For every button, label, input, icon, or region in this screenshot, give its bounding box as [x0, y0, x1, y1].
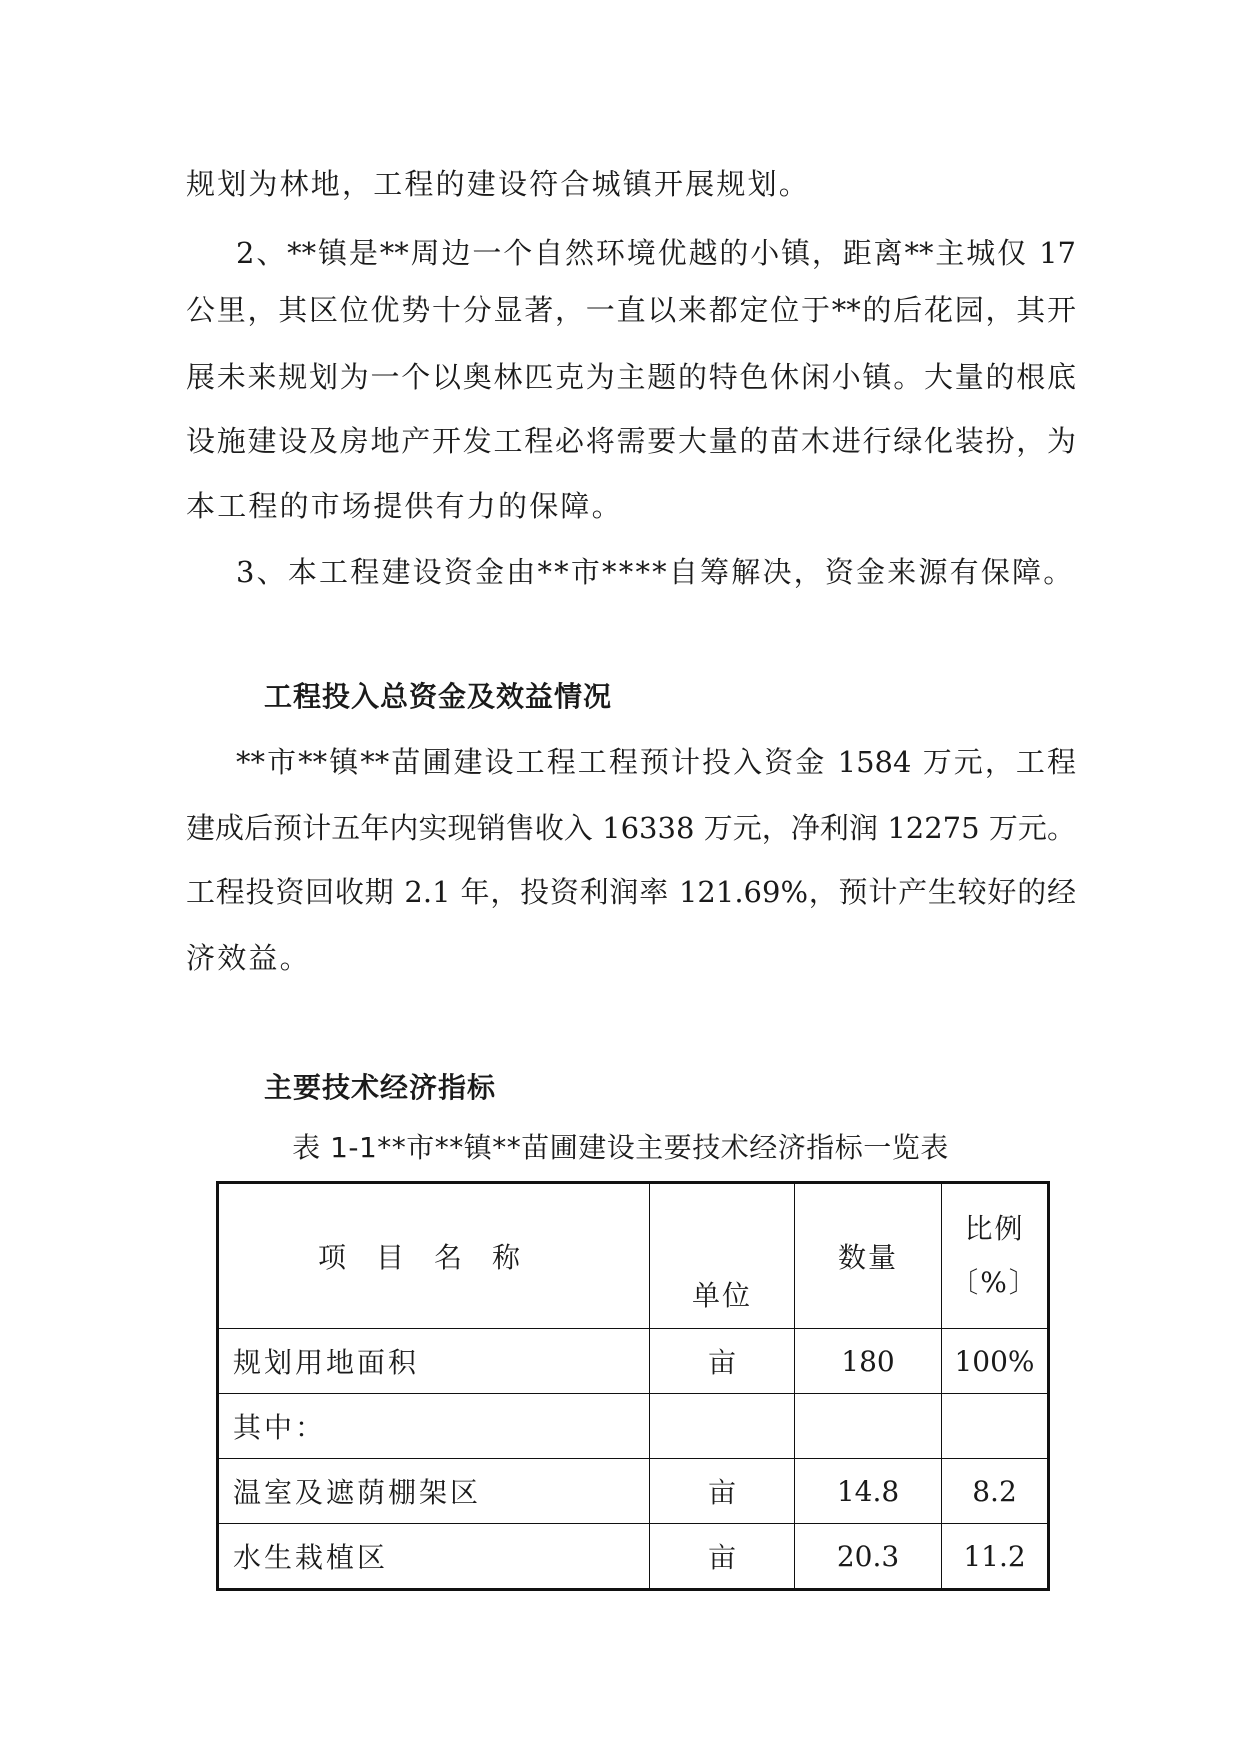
cell-name: 其中：	[218, 1394, 650, 1459]
cell-quantity	[795, 1394, 942, 1459]
header-ratio-label: 比例	[964, 1212, 1025, 1245]
paragraph-line: 工程投资回收期 2.1 年，投资利润率 121.69%，预计产生较好的经	[186, 875, 1076, 909]
section-heading-indicators: 主要技术经济指标	[264, 1071, 497, 1104]
header-ratio	[942, 1183, 1049, 1329]
paragraph-line: 济效益。	[186, 941, 311, 975]
cell-quantity: 20.3	[795, 1524, 942, 1590]
paragraph-line: 设施建设及房地产开发工程必将需要大量的苗木进行绿化装扮，为	[186, 424, 1076, 458]
cell-ratio	[942, 1394, 1049, 1459]
section-heading-investment: 工程投入总资金及效益情况	[264, 680, 613, 713]
paragraph-line: 本工程的市场提供有力的保障。	[186, 489, 623, 523]
table-row	[218, 1524, 1049, 1590]
header-name: 项目名称	[218, 1183, 650, 1329]
indicators-table	[216, 1181, 1050, 1591]
cell-unit	[650, 1394, 795, 1459]
paragraph-line: 建成后预计五年内实现销售收入 16338 万元，净利润 12275 万元。	[186, 811, 1076, 845]
paragraph-line: 2、**镇是**周边一个自然环境优越的小镇，距离**主城仅 17	[236, 236, 1076, 270]
cell-unit: 亩	[650, 1459, 795, 1524]
table-row	[218, 1329, 1049, 1394]
cell-ratio: 100%	[942, 1329, 1049, 1394]
cell-name: 温室及遮荫棚架区	[218, 1459, 650, 1524]
table-row	[218, 1459, 1049, 1524]
cell-quantity: 14.8	[795, 1459, 942, 1524]
table-header-row	[218, 1183, 1049, 1329]
cell-ratio: 8.2	[942, 1459, 1049, 1524]
paragraph-line: 展未来规划为一个以奥林匹克为主题的特色休闲小镇。大量的根底	[186, 360, 1076, 394]
paragraph-line: **市**镇**苗圃建设工程工程预计投入资金 1584 万元，工程	[236, 745, 1076, 779]
cell-ratio: 11.2	[942, 1524, 1049, 1590]
table-row	[218, 1394, 1049, 1459]
cell-unit: 亩	[650, 1524, 795, 1590]
header-ratio-unit: 〔%〕	[950, 1266, 1039, 1299]
header-quantity: 数量	[795, 1183, 942, 1329]
cell-unit: 亩	[650, 1329, 795, 1394]
paragraph-line: 规划为林地，工程的建设符合城镇开展规划。	[186, 167, 811, 201]
paragraph-line: 公里，其区位优势十分显著，一直以来都定位于**的后花园，其开	[186, 293, 1076, 327]
paragraph-line: 3、本工程建设资金由**市****自筹解决，资金来源有保障。	[236, 555, 1075, 589]
header-unit: 单位	[650, 1183, 795, 1329]
cell-quantity: 180	[795, 1329, 942, 1394]
table-caption: 表 1-1**市**镇**苗圃建设主要技术经济指标一览表	[292, 1131, 949, 1164]
cell-name: 规划用地面积	[218, 1329, 650, 1394]
cell-name: 水生栽植区	[218, 1524, 650, 1590]
